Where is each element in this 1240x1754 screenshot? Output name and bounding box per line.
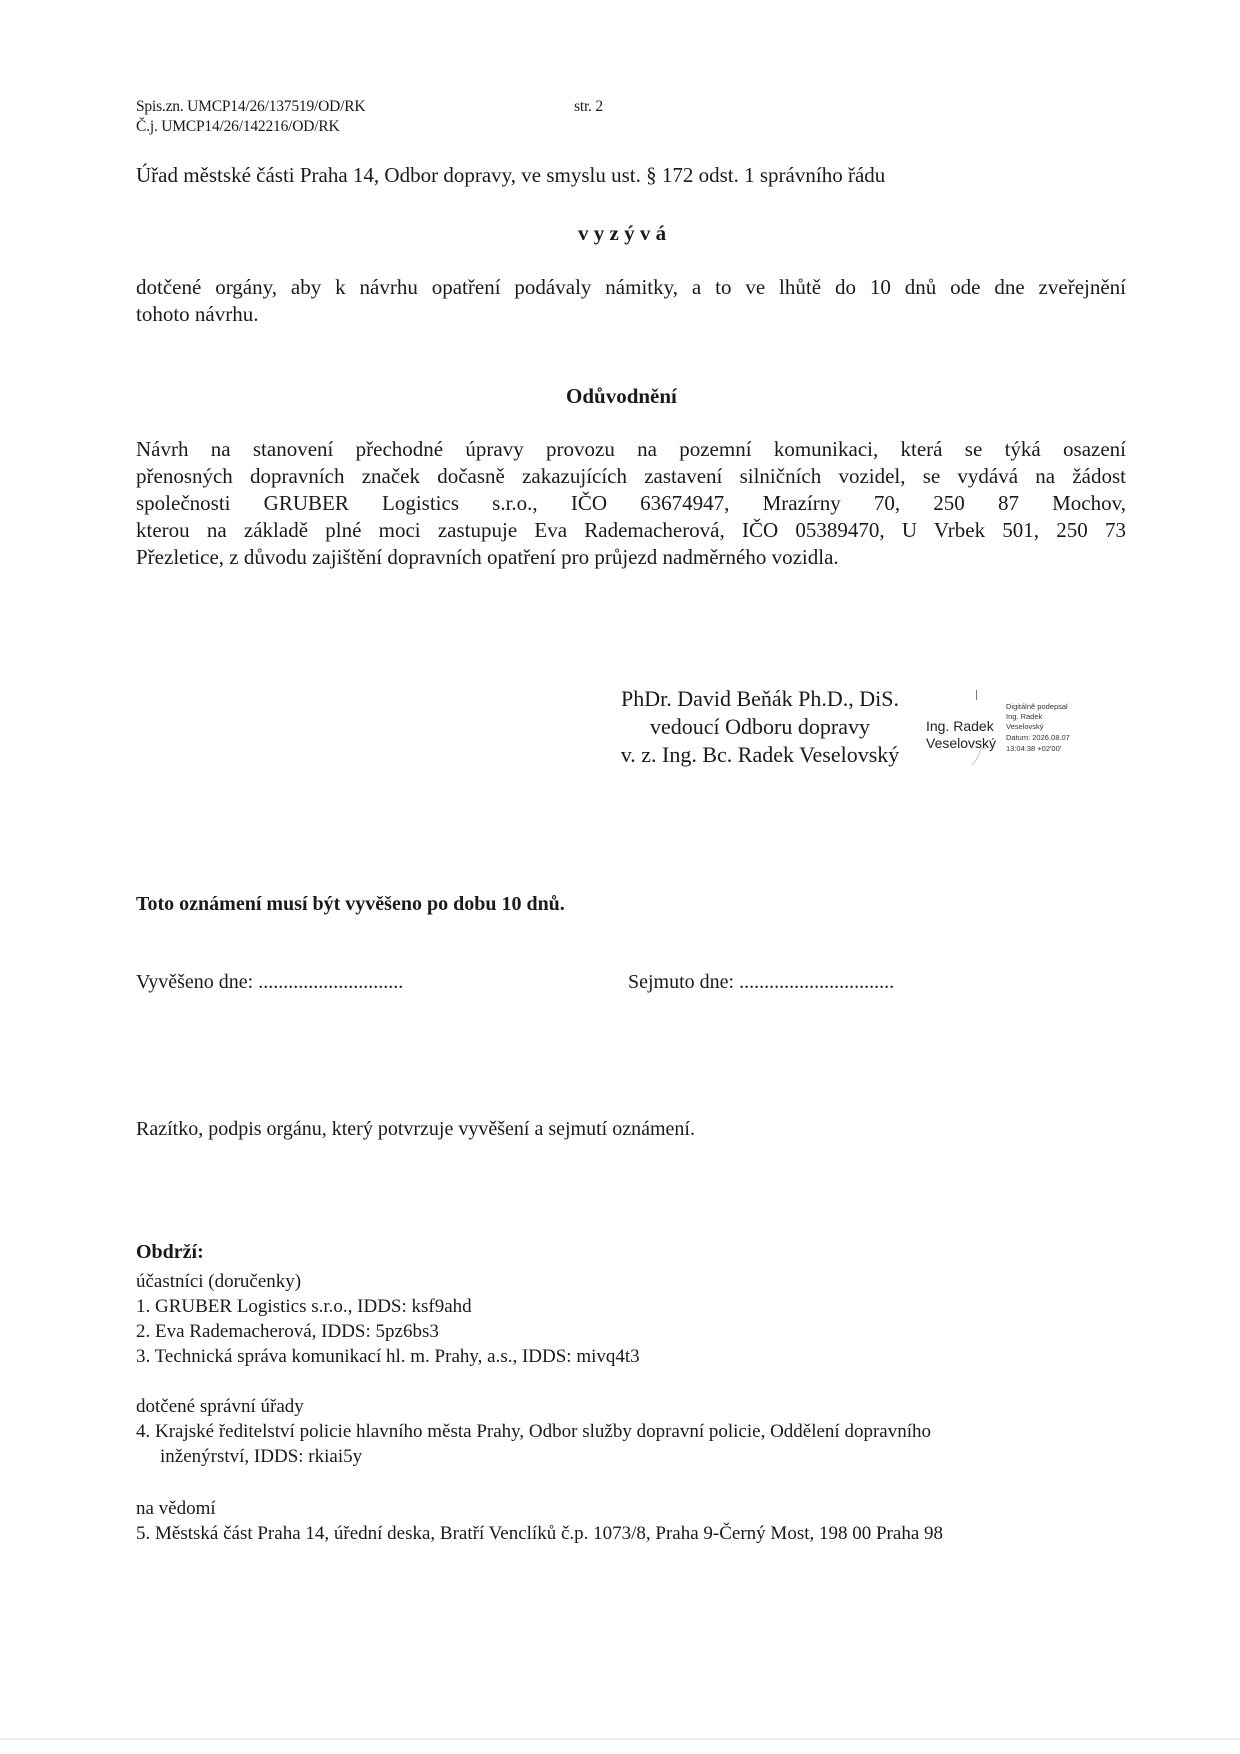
posted-date-field: Vyvěšeno dne: ............................. — [136, 971, 404, 993]
recipients-group-info: na vědomí — [136, 1498, 216, 1519]
stamp-note: Razítko, podpis orgánu, který potvrzuje vyvěšení a sejmutí oznámení. — [136, 1118, 695, 1140]
digital-signature-time: 13:04:38 +02'00' — [1006, 744, 1062, 753]
digital-signature-label: Digitálně podepsal — [1006, 702, 1068, 711]
oduvodneni-line-5: Přezletice, z důvodu zajištění dopravních opatření pro průjezd nadměrného vozidla. — [136, 545, 839, 569]
oduvodneni-line-4: kterou na základě plné moci zastupuje Eva Rademacherová, IČO 05389470, U Vrbek 501, 250 73 — [136, 518, 1126, 542]
digital-signature-signer-1: Ing. Radek — [1006, 712, 1043, 721]
signatory-role: vedoucí Odboru dopravy — [650, 714, 870, 739]
page-number: str. 2 — [574, 98, 603, 115]
recipient-2: 2. Eva Rademacherová, IDDS: 5pz6bs3 — [136, 1321, 439, 1342]
signatory-name: PhDr. David Beňák Ph.D., DiS. — [620, 686, 900, 711]
signature-squiggle — [968, 745, 990, 767]
posting-notice: Toto oznámení musí být vyvěšeno po dobu 10 dnů. — [136, 893, 565, 915]
vyzyva-heading: v y z ý v á — [578, 221, 667, 245]
digital-signature-signer-2: Veselovský — [1006, 722, 1044, 731]
oduvodneni-line-3: společnosti GRUBER Logistics s.r.o., IČO 63674947, Mrazírny 70, 250 87 Mochov, — [136, 491, 1126, 515]
recipient-5: 5. Městská část Praha 14, úřední deska, Bratří Venclíků č.p. 1073/8, Praha 9-Černý Most, 198 00 Praha 98 — [136, 1523, 943, 1544]
vyzyva-text-line-1: dotčené orgány, aby k návrhu opatření podávaly námitky, a to ve lhůtě do 10 dnů ode dne zveřejnění — [136, 275, 1126, 299]
file-number: Spis.zn. UMCP14/26/137519/OD/RK — [136, 98, 366, 115]
reference-number: Č.j. UMCP14/26/142216/OD/RK — [136, 118, 340, 135]
digital-signature-name-line-2: Veselovský — [926, 735, 997, 751]
signatory-proxy: v. z. Ing. Bc. Radek Veselovský — [620, 742, 900, 767]
oduvodneni-line-1: Návrh na stanovení přechodné úpravy provozu na pozemní komunikaci, která se týká osazení — [136, 437, 1126, 461]
digital-signature-date: Datum: 2026.08.07 — [1006, 733, 1070, 742]
digital-signature-name-line-1: Ing. Radek — [926, 718, 994, 734]
recipients-group-authorities: dotčené správní úřady — [136, 1396, 304, 1417]
recipients-heading: Obdrží: — [136, 1241, 204, 1263]
removed-date-field: Sejmuto dne: ............................... — [628, 971, 895, 993]
recipient-1: 1. GRUBER Logistics s.r.o., IDDS: ksf9ahd — [136, 1296, 472, 1317]
intro-text: Úřad městské části Praha 14, Odbor dopravy, ve smyslu ust. § 172 odst. 1 správního řádu — [136, 163, 886, 187]
recipient-4-line-2: inženýrství, IDDS: rkiai5y — [160, 1446, 363, 1467]
vyzyva-text-line-2: tohoto návrhu. — [136, 302, 259, 326]
oduvodneni-heading: Odůvodnění — [566, 384, 677, 408]
recipients-group-participants: účastníci (doručenky) — [136, 1271, 302, 1292]
signature-tick — [976, 690, 977, 700]
oduvodneni-line-2: přenosných dopravních značek dočasně zakazujících zastavení silničních vozidel, se vydává na žádost — [136, 464, 1126, 488]
recipient-3: 3. Technická správa komunikací hl. m. Prahy, a.s., IDDS: mivq4t3 — [136, 1346, 640, 1367]
recipient-4-line-1: 4. Krajské ředitelství policie hlavního města Prahy, Odbor služby dopravní policie, Oddělení dopravního — [136, 1421, 932, 1442]
scan-bottom-edge — [0, 1738, 1240, 1740]
